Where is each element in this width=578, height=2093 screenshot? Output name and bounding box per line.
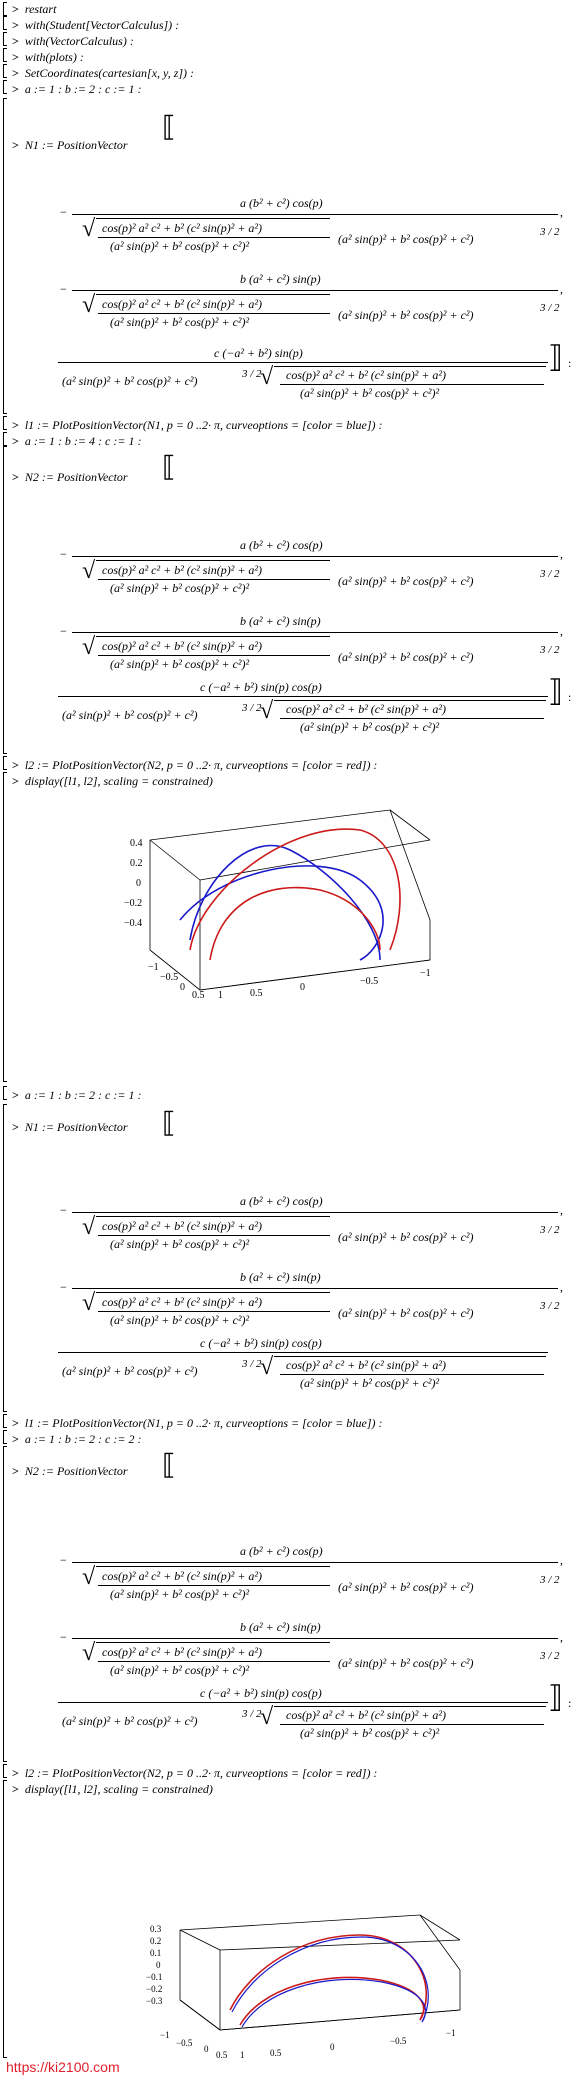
x-tick: 0 <box>204 2044 209 2054</box>
input-line[interactable]: > display([l1, l2], scaling = constrained) <box>12 774 213 788</box>
group-bracket[interactable] <box>3 98 7 414</box>
curve-blue-1 <box>180 866 383 960</box>
input-line[interactable]: > N1 := PositionVector <box>12 1120 128 1134</box>
input-line[interactable]: > restart <box>12 2 57 16</box>
x-tick: 1 <box>218 990 223 1001</box>
z-tick: 0 <box>136 878 141 889</box>
input-line[interactable]: > a := 1 : b := 4 : c := 1 : <box>12 434 142 448</box>
x-tick: 0.5 <box>192 990 205 1001</box>
input-line[interactable]: > with(plots) : <box>12 50 84 64</box>
x-tick: −0.5 <box>160 972 179 983</box>
y-tick: 0 <box>330 2042 335 2052</box>
input-line[interactable]: > display([l1, l2], scaling = constrained) <box>12 1782 213 1796</box>
inner-denominator: (a² sin(p)² + b² cos(p)² + c²)² <box>110 239 250 253</box>
input-line[interactable]: > N1 := PositionVector <box>12 138 128 152</box>
x-tick: −1 <box>148 962 159 973</box>
group-bracket[interactable] <box>3 772 7 1082</box>
z-tick: −0.1 <box>146 1972 163 1982</box>
y-tick: −0.5 <box>390 2036 407 2046</box>
input-line[interactable]: > SetCoordinates(cartesian[x, y, z]) : <box>12 66 195 80</box>
input-line[interactable]: > l2 := PlotPositionVector(N2, p = 0 ..2· π, curveoptions = [color = red]) : <box>12 758 378 772</box>
inner-numerator: cos(p)² a² c² + b² (c² sin(p)² + a²) <box>102 221 263 235</box>
group-bracket[interactable] <box>3 1446 7 1762</box>
z-tick: 0.2 <box>130 858 143 869</box>
y-tick: 0.5 <box>250 988 263 999</box>
input-line[interactable]: > with(Student[VectorCalculus]) : <box>12 18 180 32</box>
x-tick: −0.5 <box>176 2038 193 2048</box>
group-bracket[interactable] <box>3 48 7 62</box>
group-bracket[interactable] <box>3 416 7 430</box>
z-tick: −0.3 <box>146 1996 163 2006</box>
minus-sign: − <box>60 282 67 296</box>
group-bracket[interactable] <box>3 1764 7 1778</box>
z-tick: 0 <box>156 1960 161 1970</box>
input-line[interactable]: > a := 1 : b := 2 : c := 1 : <box>12 1088 142 1102</box>
maple-worksheet: > restart > with(Student[VectorCalculus]) : > with(VectorCalculus) : > with(plots) : > SetCoordinates(cartesian[x, y, z]) : > a := 1 : b := 2 : c := 1 : > N1 := PositionVector ⟦ − a (b² + c²) cos(p) √ cos(p)² a² c² + b² (c² sin(p)² + a²) (a² sin(p)² + b² cos(p)² + c²)² (a² sin(p)² + b² cos(p)² + c²) 3 / 2 , − b (a² + c²) sin(p) √ cos(p)² a² c² + b² (c² sin(p)² + a²) (a² sin(p)² + b² cos(p)² + c²)² (a² sin(p)² + b² cos(p)² + c²) 3 / 2 , c (−a² + b²) sin(p) (a² sin(p)² + b² cos(p)² + c²) 3 / 2 √ cos(p)² a² c² + b² (c² sin(p)² + a²) (a² sin(p)² + b² cos(p)² + c²)² ⟧ : > l1 := PlotPositionVector(N1, p = 0 ..2· π, curveoptions = [color = blue]) : > a := 1 : b := 4 : c := 1 : > N2 := PositionVector ⟦ − a (b² + c²) cos(p) √ cos(p)² a² c² + b² (c² sin(p)² + a²) (a² sin(p)² + b² cos(p)² + c²)² (a² sin(p)² + b² cos(p)² + c²) 3 / 2 , − b (a² + c²) sin(p) √ cos(p)² a² c² + b² (c² sin(p)² + a²) (a² sin(p)² + b² cos(p)² + c²)² (a² sin(p)² + b² cos(p)² + c²) 3 / 2 , c (−a² + b²) sin(p) cos(p) (a² sin(p)² + b² cos(p)² + c²) 3 / 2 √ cos(p)² a² c² + b² (c² sin(p)² + a²) (a² sin(p)² + b² cos(p)² + c²)² ⟧ : > l2 := PlotPositionVector(N2, p = 0 ..2· π, curveoptions = [color = red]) : > display([l1, l2], scaling = constrained) 0.4 0.2 0 −0.2 −0.4 −1 −0.5 0 0.5 1 0.5 0 −0.5 −1 > a := 1 : b := 2 : c := 1 : > N1 := PositionVector ⟦ − a (b² + c²) cos(p) √ cos(p)² a² c² + b² (c² sin(p)² + a²) (a² sin(p)² + b² cos(p)² + c²)² (a² sin(p)² + b² cos(p)² + c²) 3 / 2 , − b (a² + c²) sin(p) √ cos(p)² a² c² + b² (c² sin(p)² + a²) (a² sin(p)² + b² cos(p)² + c²)² (a² sin(p)² + b² cos(p)² + c²) 3 / 2 , c (−a² + b²) sin(p) cos(p) (a² sin(p)² + b² cos(p)² + c²) 3 / 2 √ cos(p)² a² c² + b² (c² sin(p)² + a²) (a² sin(p)² + b² cos(p)² + c²)² > l1 := PlotPositionVector(N1, p = 0 ..2· π, curveoptions = [color = blue]) : > a := 1 : b := 2 : c := 2 : > N2 := PositionVector ⟦ − a (b² + c²) cos(p) √ cos(p)² a² c² + b² (c² sin(p)² + a²) (a² sin(p)² + b² cos(p)² + c²)² (a² sin(p)² + b² cos(p)² + c²) 3 / 2 , − b (a² + c²) sin(p) √ cos(p)² a² c² + b² (c² sin(p)² + a²) (a² sin(p)² + b² cos(p)² + c²)² (a² sin(p)² + b² cos(p)² + c²) 3 / 2 , c (−a² + b²) sin(p) cos(p) (a² sin(p)² + b² cos(p)² + c²) 3 / 2 √ cos(p)² a² c² + b² (c² sin(p)² + a²) (a² sin(p)² + b² cos(p)² + c²)² ⟧ : > l2 := PlotPositionVector(N2, p = 0 ..2· π, curveoptions = [color = red]) : > display([l1, l2], scaling = constrained) 0.3 0.2 0.1 0 −0.1 −0.2 −0.3 −1 −0.5 0 0.5 1 0.5 0 −0.5 −1 https://ki2100.com <box>0 0 578 2093</box>
curve-blue-2 <box>190 846 380 960</box>
curve-red-2 <box>210 888 380 960</box>
y-tick: 0 <box>300 982 305 993</box>
bracket-open: ⟦ <box>162 112 176 143</box>
group-bracket[interactable] <box>3 64 7 78</box>
numerator: a (b² + c²) cos(p) <box>240 196 323 210</box>
group-bracket[interactable] <box>3 432 7 446</box>
input-line[interactable]: > l1 := PlotPositionVector(N1, p = 0 ..2· π, curveoptions = [color = blue]) : <box>12 1416 383 1430</box>
input-line[interactable]: > a := 1 : b := 2 : c := 1 : <box>12 82 142 96</box>
z-tick: −0.2 <box>124 898 143 909</box>
y-tick: −0.5 <box>360 976 379 987</box>
y-tick: 0.5 <box>270 2048 282 2058</box>
y-tick: −1 <box>446 2028 456 2038</box>
y-tick: −1 <box>420 968 431 979</box>
watermark: https://ki2100.com <box>6 2059 120 2075</box>
input-line[interactable]: > l2 := PlotPositionVector(N2, p = 0 ..2· π, curveoptions = [color = red]) : <box>12 1766 378 1780</box>
curve-blue-1 <box>232 1937 428 2022</box>
group-bracket[interactable] <box>3 446 7 754</box>
input-line[interactable]: > with(VectorCalculus) : <box>12 34 134 48</box>
z-tick: 0.1 <box>150 1948 162 1958</box>
curve-red-1 <box>190 829 400 950</box>
z-tick: 0.4 <box>130 838 143 849</box>
group-bracket[interactable] <box>3 16 7 30</box>
group-bracket[interactable] <box>3 1780 7 2058</box>
input-line[interactable]: > a := 1 : b := 2 : c := 2 : <box>12 1432 142 1446</box>
group-bracket[interactable] <box>3 1430 7 1444</box>
x-tick: 0 <box>180 982 185 993</box>
group-bracket[interactable] <box>3 1104 7 1412</box>
numerator: c (−a² + b²) sin(p) <box>214 346 303 360</box>
input-line[interactable]: > N2 := PositionVector <box>12 1464 128 1478</box>
z-tick: 0.2 <box>150 1936 162 1946</box>
numerator: b (a² + c²) sin(p) <box>240 272 321 286</box>
group-bracket[interactable] <box>3 2 7 16</box>
z-tick: −0.4 <box>124 918 143 929</box>
x-tick: 1 <box>240 2050 245 2060</box>
x-tick: −1 <box>160 2030 170 2040</box>
z-tick: −0.2 <box>146 1984 163 1994</box>
group-bracket[interactable] <box>3 1086 7 1100</box>
outer-factor: (a² sin(p)² + b² cos(p)² + c²) <box>338 232 474 246</box>
input-line[interactable]: > l1 := PlotPositionVector(N1, p = 0 ..2· π, curveoptions = [color = blue]) : <box>12 418 383 432</box>
group-bracket[interactable] <box>3 80 7 94</box>
input-line[interactable]: > N2 := PositionVector <box>12 470 128 484</box>
plot-3d-2[interactable] <box>146 1910 480 2060</box>
group-bracket[interactable] <box>3 756 7 770</box>
group-bracket[interactable] <box>3 1414 7 1428</box>
plot-3d-1[interactable] <box>124 800 470 1001</box>
group-bracket[interactable] <box>3 32 7 46</box>
curve-blue-2 <box>242 1979 426 2027</box>
minus-sign: − <box>60 205 67 219</box>
z-tick: 0.3 <box>150 1924 162 1934</box>
x-tick: 0.5 <box>216 2050 228 2060</box>
